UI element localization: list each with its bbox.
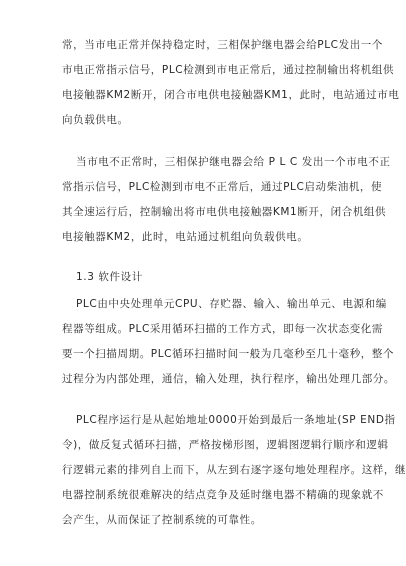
text-line: 其全速运行后，控制输出将市电供电接触器KM1断开，闭合机组供 — [62, 206, 387, 218]
text-line: 行逻辑元素的排列自上而下，从左到右逐字逐句地处理程序。这样，继 — [62, 464, 406, 476]
text-line: 电器控制系统很难解决的结点竞争及延时继电器不精确的现象就不 — [62, 489, 384, 501]
text-line: 电接触器KM2断开，闭合市电供电接触器KM1，此时，电站通过市电 — [62, 89, 400, 101]
text-line: PLC程序运行是从起始地址0000开始到最后一条地址(SP END指 — [76, 414, 396, 426]
text-line: 过程分为内部处理，通信，输入处理，执行程序，输出处理几部分。 — [62, 373, 395, 385]
text-line: 常指示信号，PLC检测到市电不正常后，通过PLC启动柴油机，使 — [62, 181, 383, 193]
text-line: 当市电不正常时，三相保护继电器会给 P L C 发出一个市电不正 — [76, 156, 391, 168]
text-line: 要一个扫描周期。PLC循环扫描时间一般为几毫秒至几十毫秒，整个 — [62, 348, 395, 360]
text-line: 向负载供电。 — [62, 114, 129, 126]
text-line: 常，当市电正常并保持稳定时，三相保护继电器会给PLC发出一个 — [62, 39, 384, 51]
text-line: 电接触器KM2，此时，电站通过机组向负载供电。 — [62, 231, 309, 243]
text-line: PLC由中央处理单元CPU、存贮器、输入、输出单元、电源和编 — [76, 298, 387, 310]
text-line: 程器等组成。PLC采用循环扫描的工作方式，即每一次状态变化需 — [62, 323, 384, 335]
text-line: 市电正常指示信号，PLC检测到市电正常后，通过控制输出将机组供 — [62, 64, 395, 76]
text-line: 会产生，从而保证了控制系统的可靠性。 — [62, 514, 262, 526]
section-heading: 1.3 软件设计 — [76, 271, 143, 283]
text-line: 令)，做反复式循环扫描，严格按梯形图，逻辑图逻辑行顺序和逻辑 — [62, 439, 389, 451]
